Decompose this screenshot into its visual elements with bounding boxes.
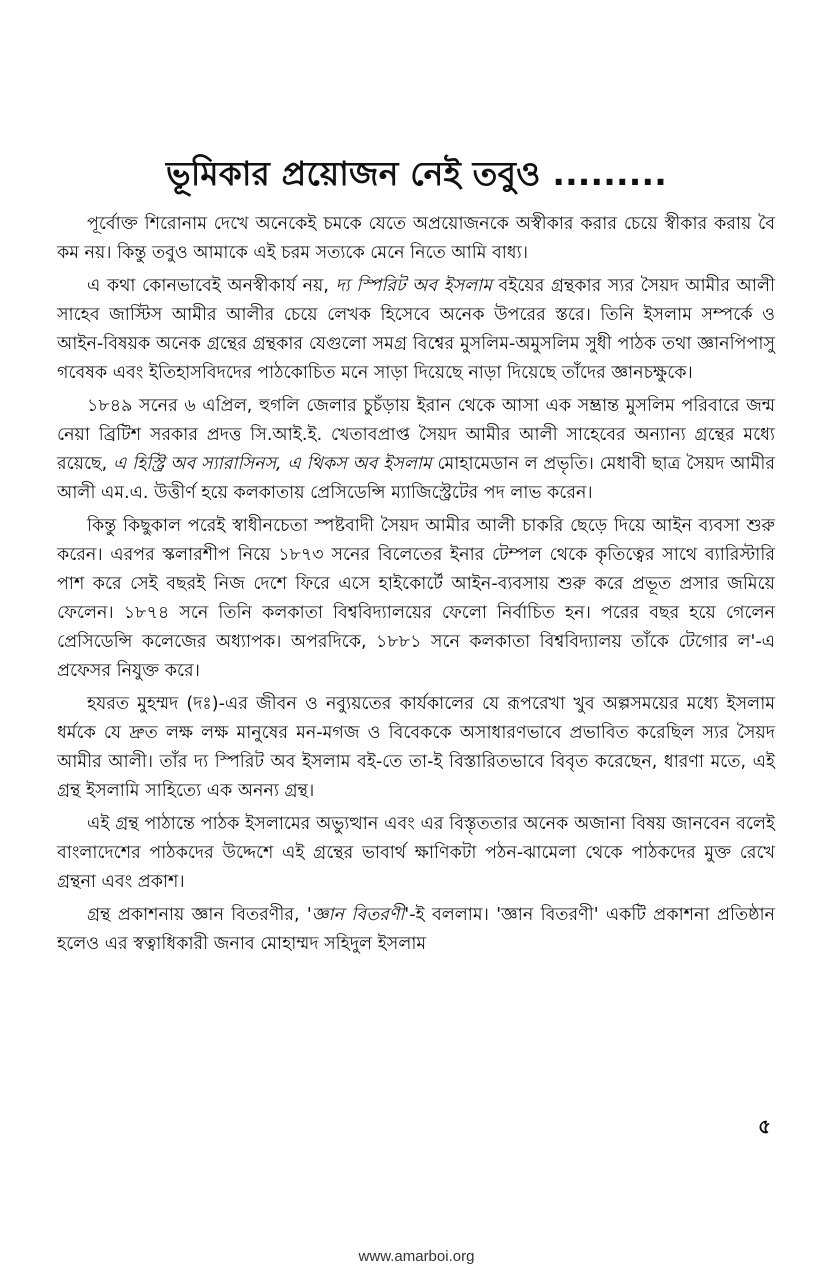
paragraph-7: [57, 901, 775, 959]
paragraph-text: এ কথা কোনভাবেই অনস্বীকার্য নয়,: [87, 276, 336, 296]
footer-url: www.amarboi.org: [358, 1248, 475, 1265]
paragraph-1: [57, 210, 775, 268]
paragraph-text: -ই বললাম। 'জ্ঞান বিতরণী' একটি প্রকাশনা প্রতিষ্ঠান হলেও এর স্বত্বাধিকারী জনাব মোহাম্মদ সহিদুল ইসলাম: [57, 905, 775, 954]
paragraph-2: [57, 272, 775, 388]
paragraph-3: [57, 392, 775, 508]
paragraph-text: ১৮৪৯ সনের ৬ এপ্রিল, হুগলি জেলার চুচঁড়ায় ইরান থেকে আসা এক সম্ভ্রান্ত মুসলিম পরিবারে জন্ম নেয়া ব্রিটিশ সরকার প্রদত্ত সি.আই.ই. খেতাবপ্রাপ্ত সৈয়দ আমীর আলী সাহেবের অন্যান্য গ্রন্থের মধ্যে রয়েছে,: [57, 396, 775, 474]
paragraph-text: পূর্বোক্ত শিরোনাম দেখে অনেকেই চমকে যেতে অপ্রয়োজনকে অস্বীকার করার চেয়ে স্বীকার করায় বৈ কম নয়। কিন্তু তবুও আমাকে এই চরম সত্যকে মেনে নিতে আমি বাধ্য।: [57, 214, 775, 263]
paragraph-text: হযরত মুহম্মদ (দঃ)-এর জীবন ও নব্যুয়তের কার্যকালের যে রূপরেখা খুব অল্পসময়ের মধ্যে ইসলাম ধর্মকে যে দ্রুত লক্ষ লক্ষ মানুষের মন-মগজ ও বিবেককে অসাধারণভাবে প্রভাবিত করেছিল স্যর সৈয়দ আমীর আলী। তাঁর দ্য স্পিরিট অব ইসলাম বই-তে তা-ই বিস্তারিতভাবে বিবৃত করেছেন, ধারণা মতে, এই গ্রন্থ ইসলামি সাহিত্যে এক অনন্য গ্রন্থ।: [57, 694, 775, 801]
paragraph-5: [57, 690, 775, 806]
paragraph-text: কিন্তু কিছুকাল পরেই স্বাধীনচেতা স্পষ্টবাদী সৈয়দ আমীর আলী চাকরি ছেড়ে দিয়ে আইন ব্যবসা শুরু করেন। এরপর স্কলারশীপ নিয়ে ১৮৭৩ সনের বিলেতের ইনার টেম্পল থেকে কৃতিত্বের সাথে ব্যারিস্টারি পাশ করে সেই বছরই নিজ দেশে ফিরে এসে হাইকোর্টে আইন-ব্যবসায় শুরু করে প্রভূত প্রসার জমিয়ে ফেলেন। ১৮৭৪ সনে তিনি কলকাতা বিশ্ববিদ্যালয়ের ফেলো নির্বাচিত হন। পরের বছর হয়ে গেলেন প্রেসিডেন্সি কলেজের অধ্যাপক। অপরদিকে, ১৮৮১ সনে কলকাতা বিশ্ববিদ্যালয় তাঁকে টেগোর ল'-এ প্রফেসর নিযুক্ত করে।: [57, 516, 775, 681]
body-text: [57, 210, 775, 963]
paragraph-4: [57, 512, 775, 686]
paragraph-6: [57, 810, 775, 897]
paragraph-text: এই গ্রন্থ পাঠান্তে পাঠক ইসলামের অভ্যুত্থান এবং এর বিস্তৃততার অনেক অজানা বিষয় জানবেন বলেই বাংলাদেশের পাঠকদের উদ্দেশে এই গ্রন্থের ভাবার্থ ক্ষাণিকটা পঠন-ঝামেলা থেকে পাঠকদের মুক্ত রেখে গ্রন্থনা এবং প্রকাশ।: [57, 814, 775, 892]
italic-title-text: 'জ্ঞান বিতরণী': [306, 905, 410, 925]
page-title: ভূমিকার প্রয়োজন নেই তবুও .........: [166, 154, 667, 194]
italic-title-text: দ্য স্পিরিট অব ইসলাম: [335, 276, 492, 296]
page-number: ৫: [758, 1114, 771, 1138]
paragraph-text: বইয়ের গ্রন্থকার স্যর সৈয়দ আমীর আলী সাহেব জাস্টিস আমীর আলীর চেয়ে লেখক হিসেবে অনেক উপরের স্তরে। তিনি ইসলাম সম্পর্কে ও আইন-বিষয়ক অনেক গ্রন্থের গ্রন্থকার যেগুলো সমগ্র বিশ্বের মুসলিম-অমুসলিম সুধী পাঠক তথা জ্ঞানপিপাসু গবেষক এবং ইতিহাসবিদদের পাঠকোচিত মনে সাড়া দিয়েছে নাড়া দিয়েছে তাঁদের জ্ঞানচক্ষুকে।: [57, 276, 776, 383]
paragraph-text: গ্রন্থ প্রকাশনায় জ্ঞান বিতরণীর,: [87, 905, 307, 925]
paragraph-text: মোহামেডান ল প্রভৃতি। মেধাবী ছাত্র সৈয়দ আমীর আলী এম.এ. উত্তীর্ণ হয়ে কলকাতায় প্রেসিডেন্সি ম্যাজিস্ট্রেটের পদ লাভ করেন।: [57, 454, 775, 503]
italic-title-text: এ হিস্ট্রি অব স্যারাসিনস, এ থিকস অব ইসলাম: [112, 454, 432, 474]
